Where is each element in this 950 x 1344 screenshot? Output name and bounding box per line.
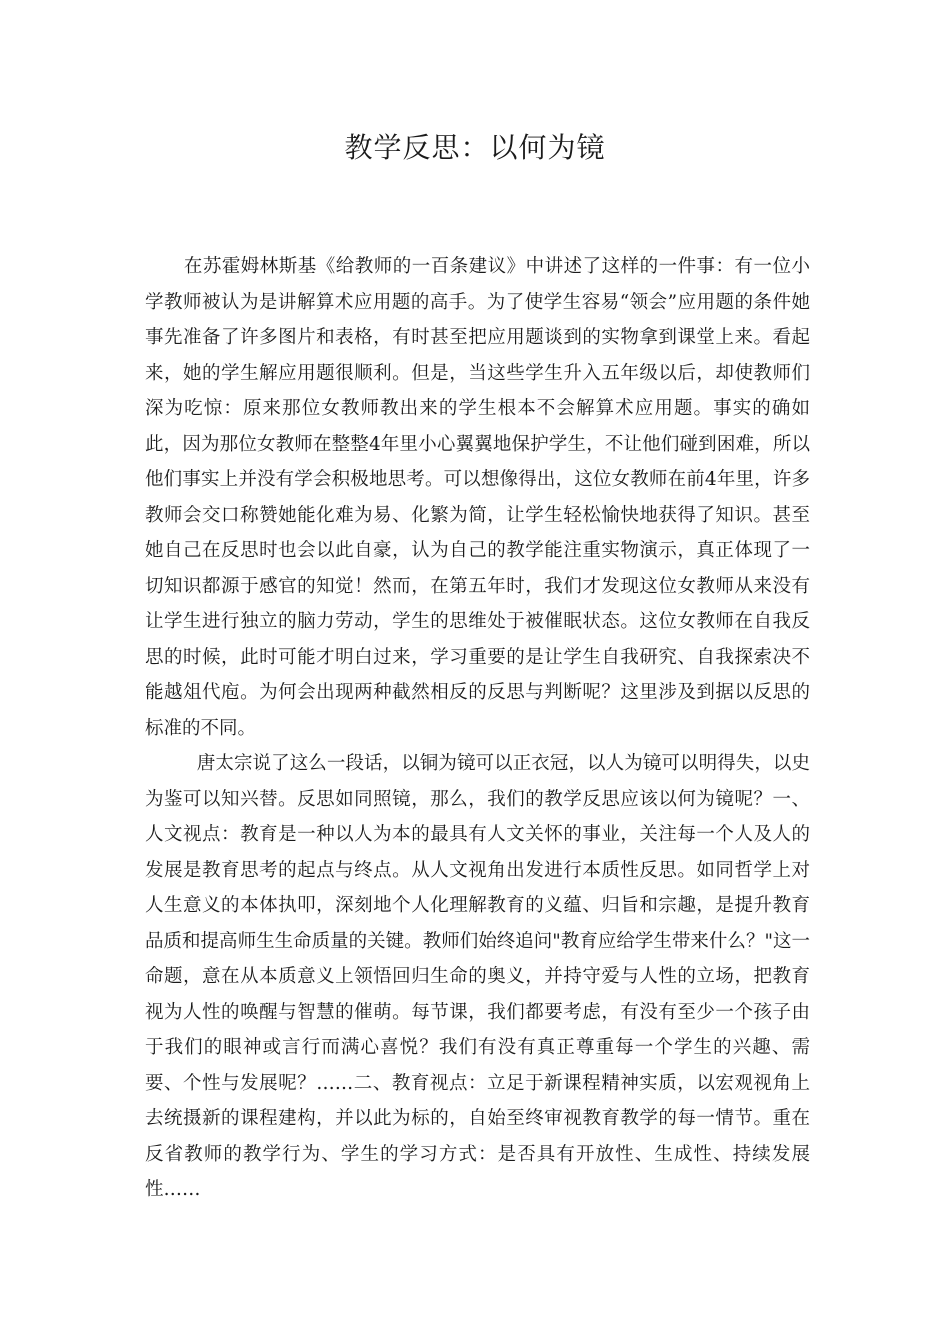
paragraph: 唐太宗说了这么一段话，以铜为镜可以正衣冠，以人为镜可以明得失，以史为鉴可以知兴替。反思如同照镜，那么，我们的教学反思应该以何为镜呢？一、人文视点：教育是一种以人为本的最具有人文关怀的事业，关注每一个人及人的发展是教育思考的起点与终点。从人文视角出发进行本质性反思。如同哲学上对人生意义的本体执叩，深刻地个人化理解教育的义蕴、归旨和宗趣，是提升教育品质和提高师生生命质量的关键。教师们始终追问"教育应给学生带来什么？"这一命题，意在从本质意义上领悟回归生命的奥义，并持守爱与人性的立场，把教育视为人性的唤醒与智慧的催萌。每节课，我们都要考虑，有没有至少一个孩子由于我们的眼神或言行而满心喜悦？我们有没有真正尊重每一个学生的兴趣、需要、个性与发展呢？……二、教育视点：立足于新课程精神实质，以宏观视角上去统摄新的课程建构，并以此为标的，自始至终审视教育教学的每一情节。重在反省教师的教学行为、学生的学习方式：是否具有开放性、生成性、持续发展性…… <box>145 753 810 1200</box>
paragraph: 在苏霍姆林斯基《给教师的一百条建议》中讲述了这样的一件事：有一位小学教师被认为是讲解算术应用题的高手。为了使学生容易“领会”应用题的条件她事先准备了许多图片和表格，有时甚至把应用题谈到的实物拿到课堂上来。看起来，她的学生解应用题很顺利。但是，当这些学生升入五年级以后，却使教师们深为吃惊：原来那位女教师教出来的学生根本不会解算术应用题。事实的确如此，因为那位女教师在整整4年里小心翼翼地保护学生，不让他们碰到困难，所以他们事实上并没有学会积极地思考。可以想像得出，这位女教师在前4年里，许多教师会交口称赞她能化难为易、化繁为简，让学生轻松愉快地获得了知识。甚至她自己在反思时也会以此自豪，认为自己的教学能注重实物演示，真正体现了一切知识都源于感官的知觉！然而，在第五年时，我们才发现这位女教师从来没有让学生进行独立的脑力劳动，学生的思维处于被催眠状态。这位女教师在自我反思的时候，此时可能才明白过来，学习重要的是让学生自我研究、自我探索决不能越俎代庖。为何会出现两种截然相反的反思与判断呢？这里涉及到据以反思的标准的不同。 <box>145 256 810 739</box>
document-body <box>145 249 810 1208</box>
document-title: 教学反思：以何为镜 <box>344 131 606 164</box>
